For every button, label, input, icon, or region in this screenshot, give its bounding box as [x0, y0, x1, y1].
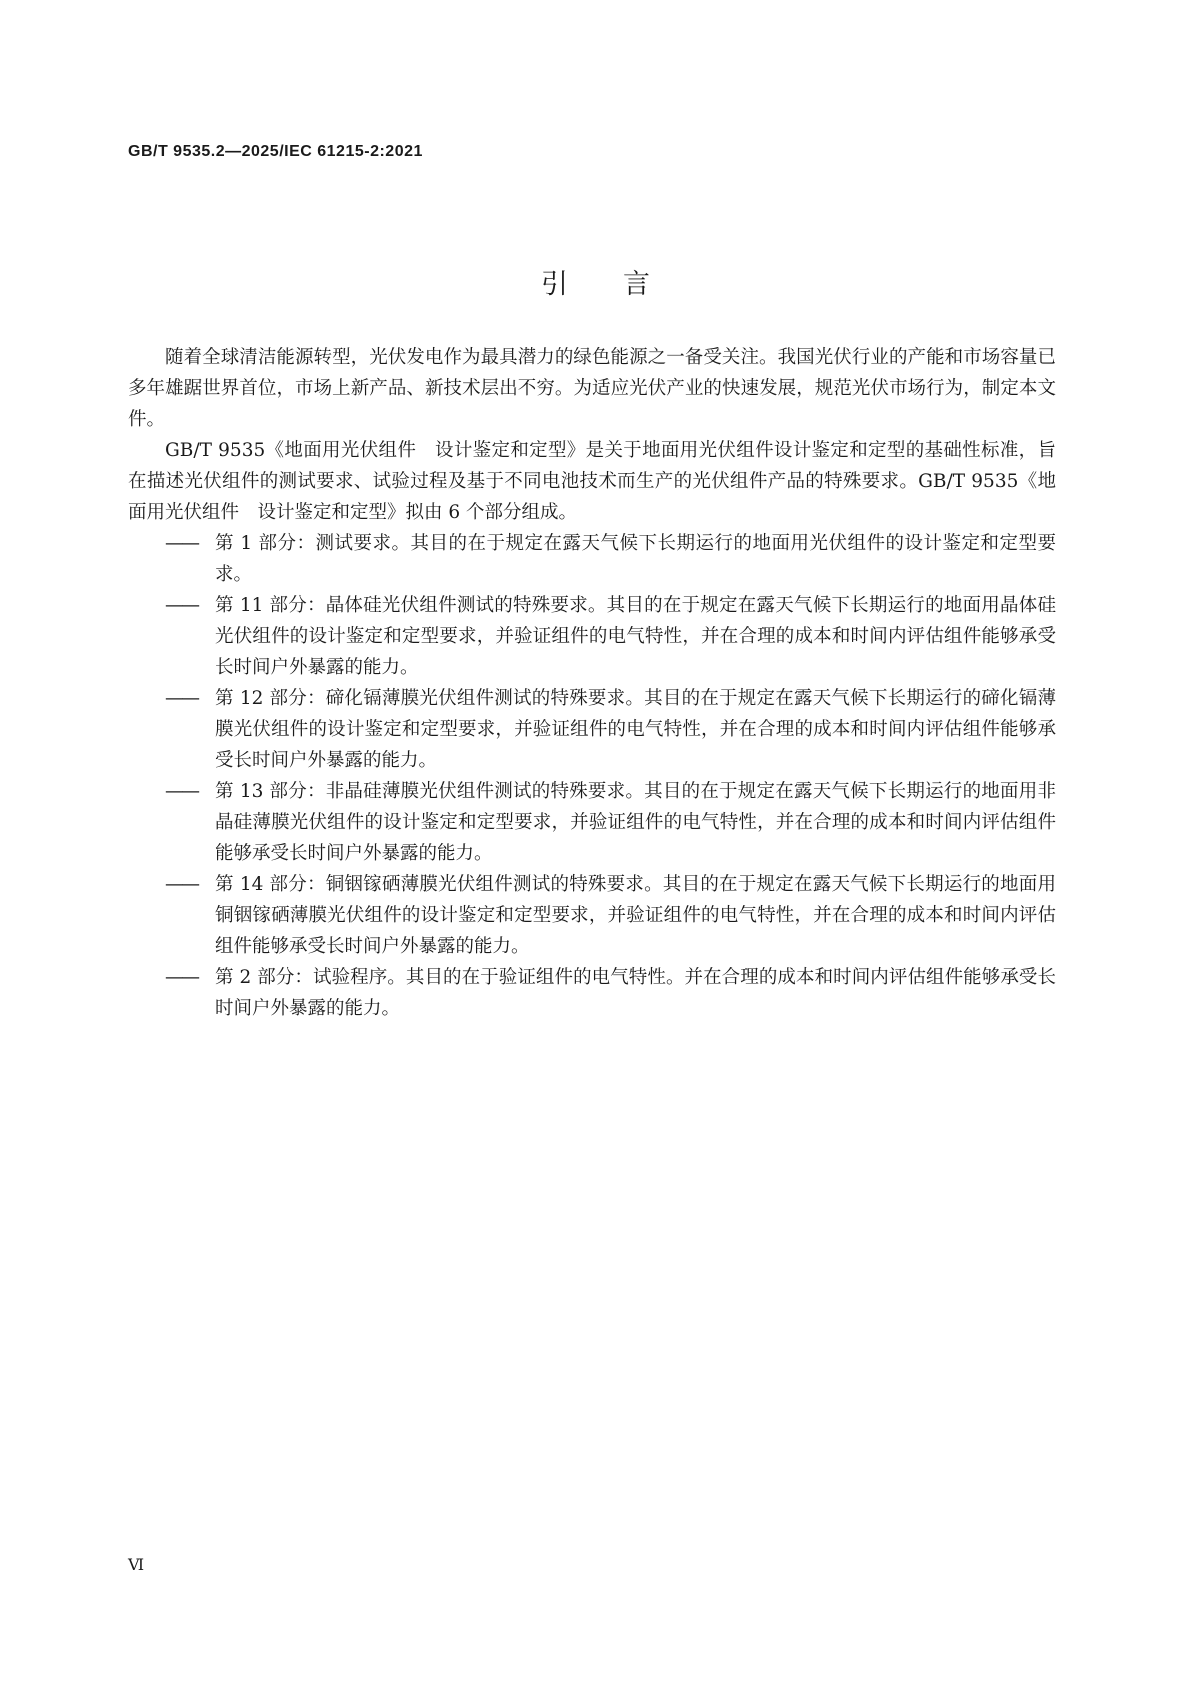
list-item-text: 第 13 部分：非晶硅薄膜光伏组件测试的特殊要求。其目的在于规定在露天气候下长期运行的地面用非晶硅薄膜光伏组件的设计鉴定和定型要求，并验证组件的电气特性，并在合理的成本和时间内评估组件能够承受长时间户外暴露的能力。: [215, 781, 1056, 864]
list-item-text: 第 2 部分：试验程序。其目的在于验证组件的电气特性。并在合理的成本和时间内评估组件能够承受长时间户外暴露的能力。: [215, 967, 1056, 1019]
document-body: [128, 342, 1056, 1024]
list-item-text: 第 14 部分：铜铟镓硒薄膜光伏组件测试的特殊要求。其目的在于规定在露天气候下长期运行的地面用铜铟镓硒薄膜光伏组件的设计鉴定和定型要求，并验证组件的电气特性，并在合理的成本和时间内评估组件能够承受长时间户外暴露的能力。: [215, 874, 1056, 957]
list-item: [128, 776, 1056, 869]
page-number: Ⅵ: [128, 1555, 145, 1574]
list-dash: ——: [165, 533, 198, 554]
list-dash: ——: [165, 595, 198, 616]
list-dash: ——: [165, 874, 198, 895]
list-item: [128, 962, 1056, 1024]
standard-number-header: GB/T 9535.2—2025/IEC 61215-2:2021: [128, 143, 423, 160]
list-item-text: 第 1 部分：测试要求。其目的在于规定在露天气候下长期运行的地面用光伏组件的设计鉴定和定型要求。: [215, 533, 1056, 585]
list-dash: ——: [165, 688, 198, 709]
list-item-text: 第 12 部分：碲化镉薄膜光伏组件测试的特殊要求。其目的在于规定在露天气候下长期运行的碲化镉薄膜光伏组件的设计鉴定和定型要求，并验证组件的电气特性，并在合理的成本和时间内评估组件能够承受长时间户外暴露的能力。: [215, 688, 1056, 771]
list-dash: ——: [165, 967, 198, 988]
list-item-text: 第 11 部分：晶体硅光伏组件测试的特殊要求。其目的在于规定在露天气候下长期运行的地面用晶体硅光伏组件的设计鉴定和定型要求，并验证组件的电气特性，并在合理的成本和时间内评估组件能够承受长时间户外暴露的能力。: [215, 595, 1056, 678]
list-item: [128, 528, 1056, 590]
series-overview-paragraph: GB/T 9535《地面用光伏组件 设计鉴定和定型》是关于地面用光伏组件设计鉴定和定型的基础性标准，旨在描述光伏组件的测试要求、试验过程及基于不同电池技术而生产的光伏组件产品的特殊要求。GB/T 9535《地面用光伏组件 设计鉴定和定型》拟由 6 个部分组成。: [128, 440, 1056, 523]
list-item: [128, 869, 1056, 962]
list-item: [128, 590, 1056, 683]
intro-paragraph: 随着全球清洁能源转型，光伏发电作为最具潜力的绿色能源之一备受关注。我国光伏行业的产能和市场容量已多年雄踞世界首位，市场上新产品、新技术层出不穷。为适应光伏产业的快速发展，规范光伏市场行为，制定本文件。: [128, 347, 1056, 430]
list-item: [128, 683, 1056, 776]
parts-list: [128, 528, 1056, 1024]
page-title: 引言: [541, 269, 705, 301]
list-dash: ——: [165, 781, 198, 802]
